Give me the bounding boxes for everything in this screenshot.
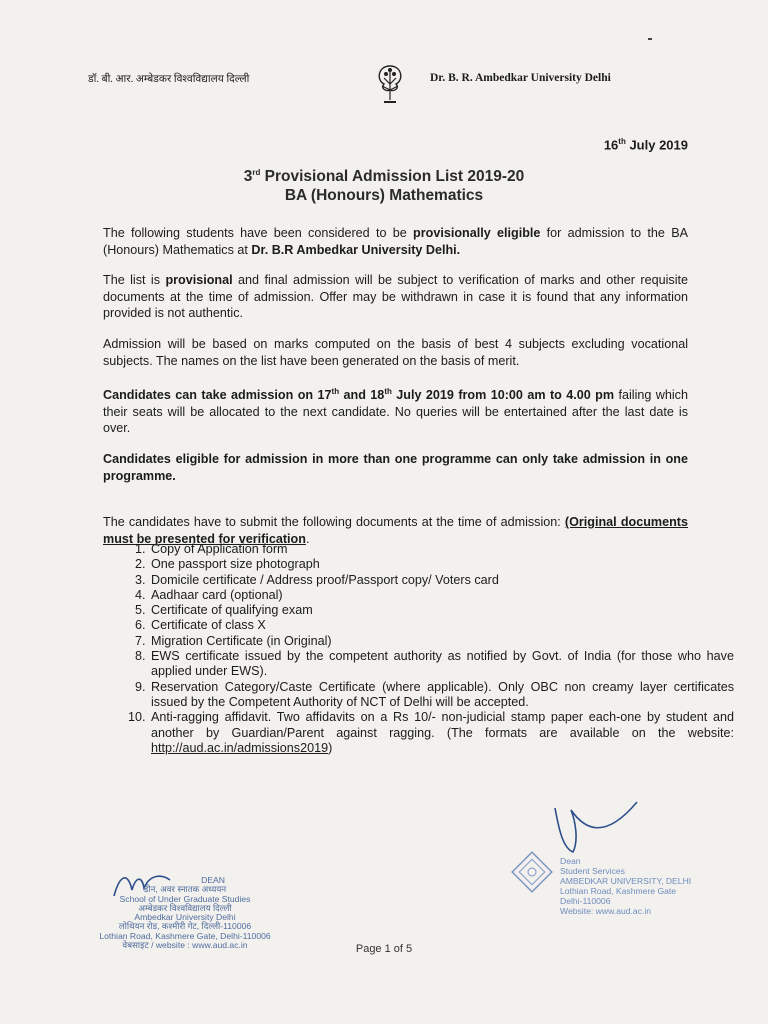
list-item: 7. Migration Certificate (in Original) [149,634,734,649]
title-rest: Provisional Admission List 2019-20 [260,168,525,186]
page-title [0,168,768,186]
paragraph-eligibility [103,225,688,258]
list-item: 6. Certificate of class X [149,618,734,633]
p4-text-a: Candidates can take admission on 17 [103,388,332,403]
date-sup: th [618,137,626,146]
title-num: 3 [243,168,253,186]
list-item: 4. Aadhaar card (optional) [149,588,734,603]
stamp-left-line: DEAN [201,875,225,885]
documents-list [103,542,734,756]
p6-text-a: The candidates have to submit the following documents at the time of admission: [103,515,565,529]
p1-text-a: The following students have been considered to be [103,226,414,240]
stamp-left-line: वेबसाइट / website : www.aud.ac.in [122,940,248,951]
p1-text-c: for admission to the BA (Honours) Mathematics at [103,226,689,257]
dean-student-services-signature [545,800,645,860]
stamp-right-line: Delhi-110006 [560,896,611,906]
p4-sup1: th [331,387,340,396]
title-sup: rd [252,168,261,177]
list-item: 9. Reservation Category/Caste Certificate (where applicable). Only OBC non creamy layer certificates issued by the Competent Authority of NCT of Delhi will be accepted. [149,680,734,711]
university-name-english: Dr. B. R. Ambedkar University Delhi [430,72,611,84]
letterhead [0,60,768,100]
p2-text-c: and final admission will be subject to verification of marks and other requisite documents at the time of admission. Offer may be withdrawn in case it is found that any information provided is not authentic. [103,273,689,320]
stamp-left-line: अम्बेडकर विश्वविद्यालय दिल्ली [138,902,232,913]
p2-text-a: The list is [103,273,166,287]
list-item: 2. One passport size photograph [149,557,734,572]
paragraph-merit: Admission will be based on marks computed on the basis of best 4 subjects excluding vocational subjects. The names on the list have been generated on the basis of merit. [103,337,688,368]
p1-bold: provisionally eligible [413,226,541,240]
paragraph-one-programme: Candidates eligible for admission in more than one programme can only take admission in one programme. [103,452,688,483]
stamp-left-line: Ambedkar University Delhi [134,912,236,923]
p6-text-c: . [305,531,310,546]
dean-student-services-stamp [560,856,730,916]
date-day: 16 [603,137,619,153]
p2-bold: provisional [165,273,233,287]
list-item: 1. Copy of Application form [149,542,734,557]
document-date [604,137,688,152]
stamp-right-line: Lothian Road, Kashmere Gate [560,886,677,896]
stamp-left-line: डीन, अवर स्नातक अध्ययन [143,884,227,895]
p4-text-c: July 2019 from 10:00 am to 4.00 pm [391,388,615,403]
scan-speck [648,38,652,40]
page-subtitle: BA (Honours) Mathematics [284,187,484,204]
list-item [149,710,734,756]
stamp-right-line: Dean [560,856,581,866]
doc10-text: Anti-ragging affidavit. Two affidavits on a Rs 10/- non-judicial stamp paper each-one by student and another by Guardian/Parent against ragging. (The formats are available on the website: [151,710,734,740]
p1-bold-university: Dr. B.R Ambedkar University Delhi. [251,242,461,257]
stamp-right-line: Website: www.aud.ac.in [560,906,652,916]
p4-text-b: and 18 [339,388,385,403]
p4-sup2: th [384,387,392,396]
list-item: 3. Domicile certificate / Address proof/Passport copy/ Voters card [149,573,734,588]
date-rest: July 2019 [625,137,688,153]
stamp-right-line: AMBEDKAR UNIVERSITY, DELHI [560,876,692,886]
paragraph-admission-dates [103,384,688,437]
page-number: Page 1 of 5 [355,943,413,955]
stamp-left-line: School of Under Graduate Studies [119,893,251,904]
stamp-right-line: Student Services [560,866,625,876]
dean-ugs-stamp [85,876,285,950]
university-name-hindi: डॉ. बी. आर. अम्बेडकर विश्वविद्यालय दिल्ली [88,74,250,85]
admissions-link[interactable]: http://aud.ac.in/admissions2019 [151,740,329,755]
list-item: 8. EWS certificate issued by the competent authority as notified by Govt. of India (for those who have applied under EWS). [149,649,734,680]
p6-underlined: (Original documents must be presented for verification [103,515,688,546]
university-tree-logo-icon [370,60,410,104]
p4-bold [103,388,614,402]
doc10-end: ) [328,740,333,755]
stamp-left-line: लोथियन रोड, कश्मीरी गेट, दिल्ली-110006 [118,921,252,932]
stamp-left-line: Lothian Road, Kashmere Gate, Delhi-110006 [99,930,271,941]
p4-text-d: failing which their seats will be allocated to the next candidate. No queries will be entertained after the last date is over. [103,388,688,436]
university-seal-icon [508,848,556,896]
list-item: 5. Certificate of qualifying exam [149,603,734,618]
paragraph-provisional [103,272,688,322]
